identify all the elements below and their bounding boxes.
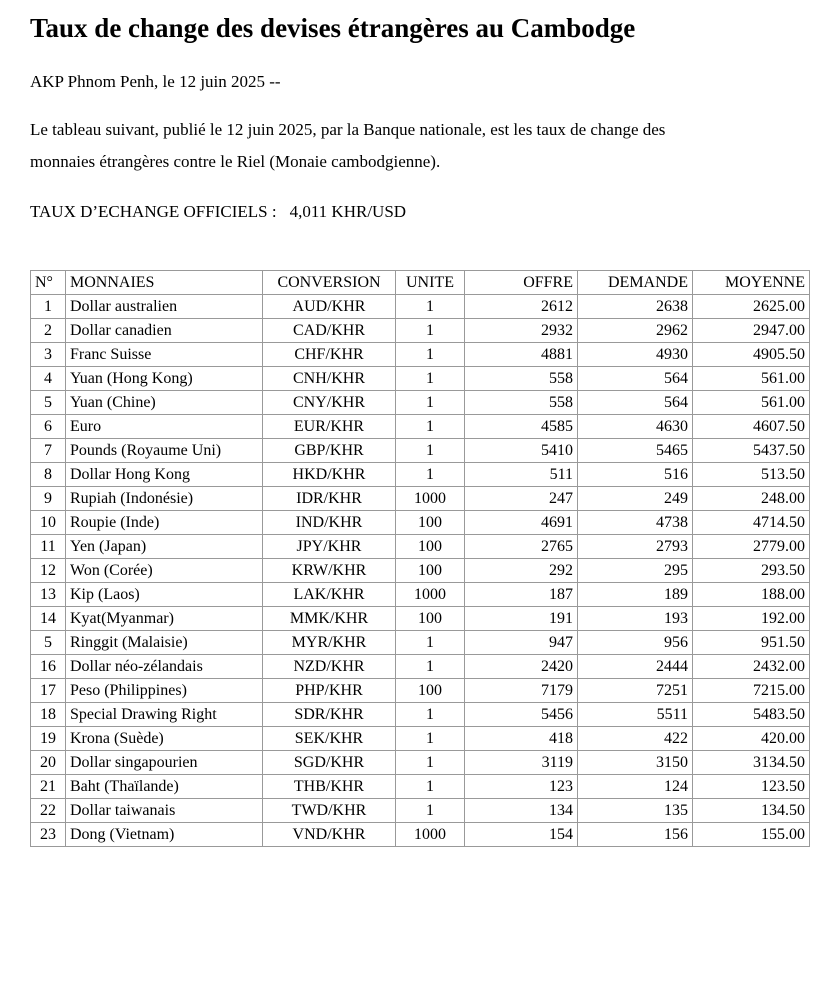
table-cell: 124 [578, 775, 693, 799]
table-cell: 947 [465, 631, 578, 655]
table-row [31, 727, 810, 751]
table-cell: GBP/KHR [263, 439, 396, 463]
table-cell: 123.50 [693, 775, 810, 799]
table-cell: 4 [31, 367, 66, 391]
table-cell: 6 [31, 415, 66, 439]
table-row [31, 823, 810, 847]
table-cell: 2612 [465, 295, 578, 319]
table-cell: 951.50 [693, 631, 810, 655]
table-cell: 20 [31, 751, 66, 775]
table-cell: IND/KHR [263, 511, 396, 535]
column-header: UNITE [396, 271, 465, 295]
table-cell: 558 [465, 391, 578, 415]
table-cell: SEK/KHR [263, 727, 396, 751]
table-cell: Dollar australien [66, 295, 263, 319]
table-cell: 1 [396, 463, 465, 487]
table-cell: 100 [396, 559, 465, 583]
description-line-1: Le tableau suivant, publié le 12 juin 2025, par la Banque nationale, est les taux de change des [30, 120, 666, 140]
table-cell: 4585 [465, 415, 578, 439]
table-cell: Kyat(Myanmar) [66, 607, 263, 631]
table-cell: 100 [396, 679, 465, 703]
table-cell: Kip (Laos) [66, 583, 263, 607]
table-cell: Dong (Vietnam) [66, 823, 263, 847]
table-cell: 561.00 [693, 367, 810, 391]
table-cell: 2765 [465, 535, 578, 559]
table-cell: 1 [31, 295, 66, 319]
table-cell: 2444 [578, 655, 693, 679]
table-row [31, 703, 810, 727]
table-cell: 7 [31, 439, 66, 463]
table-cell: 1 [396, 439, 465, 463]
table-cell: 7179 [465, 679, 578, 703]
table-cell: 1 [396, 415, 465, 439]
table-cell: Roupie (Inde) [66, 511, 263, 535]
table-cell: 5465 [578, 439, 693, 463]
table-cell: 420.00 [693, 727, 810, 751]
table-row [31, 511, 810, 535]
table-cell: 1 [396, 319, 465, 343]
table-cell: KRW/KHR [263, 559, 396, 583]
table-cell: 19 [31, 727, 66, 751]
table-cell: 3134.50 [693, 751, 810, 775]
table-row [31, 463, 810, 487]
table-cell: CAD/KHR [263, 319, 396, 343]
table-cell: 14 [31, 607, 66, 631]
table-cell: 11 [31, 535, 66, 559]
table-row [31, 535, 810, 559]
table-cell: Dollar néo-zélandais [66, 655, 263, 679]
column-header: CONVERSION [263, 271, 396, 295]
table-cell: CNY/KHR [263, 391, 396, 415]
table-cell: VND/KHR [263, 823, 396, 847]
table-cell: CHF/KHR [263, 343, 396, 367]
table-cell: PHP/KHR [263, 679, 396, 703]
table-row [31, 655, 810, 679]
table-row [31, 775, 810, 799]
table-cell: 248.00 [693, 487, 810, 511]
table-cell: LAK/KHR [263, 583, 396, 607]
table-header [31, 271, 810, 295]
table-cell: Krona (Suède) [66, 727, 263, 751]
table-cell: 13 [31, 583, 66, 607]
table-cell: 9 [31, 487, 66, 511]
table-cell: 18 [31, 703, 66, 727]
table-cell: 3 [31, 343, 66, 367]
column-header: N° [31, 271, 66, 295]
table-row [31, 751, 810, 775]
table-cell: JPY/KHR [263, 535, 396, 559]
table-cell: 2638 [578, 295, 693, 319]
table-cell: 134 [465, 799, 578, 823]
description-line-2: monnaies étrangères contre le Riel (Monaie cambodgienne). [30, 152, 441, 172]
table-cell: 1000 [396, 487, 465, 511]
table-cell: 5410 [465, 439, 578, 463]
table-cell: 189 [578, 583, 693, 607]
table-row [31, 607, 810, 631]
table-cell: 10 [31, 511, 66, 535]
table-cell: 4691 [465, 511, 578, 535]
table-cell: 4930 [578, 343, 693, 367]
table-cell: Dollar Hong Kong [66, 463, 263, 487]
table-cell: Yuan (Chine) [66, 391, 263, 415]
table-cell: 16 [31, 655, 66, 679]
table-cell: 100 [396, 535, 465, 559]
byline: AKP Phnom Penh, le 12 juin 2025 -- [30, 72, 281, 92]
table-cell: 123 [465, 775, 578, 799]
table-cell: 558 [465, 367, 578, 391]
table-cell: 564 [578, 367, 693, 391]
table-cell: EUR/KHR [263, 415, 396, 439]
table-cell: Pounds (Royaume Uni) [66, 439, 263, 463]
table-cell: Ringgit (Malaisie) [66, 631, 263, 655]
table-cell: 292 [465, 559, 578, 583]
table-cell: 3119 [465, 751, 578, 775]
exchange-rate-table [30, 270, 810, 847]
table-row [31, 319, 810, 343]
table-cell: Dollar singapourien [66, 751, 263, 775]
table-cell: 7251 [578, 679, 693, 703]
column-header: MONNAIES [66, 271, 263, 295]
table-cell: 21 [31, 775, 66, 799]
table-cell: 1 [396, 799, 465, 823]
table-cell: MYR/KHR [263, 631, 396, 655]
table-cell: 2779.00 [693, 535, 810, 559]
table-cell: 1000 [396, 823, 465, 847]
table-cell: AUD/KHR [263, 295, 396, 319]
table-cell: 135 [578, 799, 693, 823]
table-cell: 193 [578, 607, 693, 631]
table-cell: 1 [396, 343, 465, 367]
table-cell: NZD/KHR [263, 655, 396, 679]
table-cell: Special Drawing Right [66, 703, 263, 727]
table-row [31, 559, 810, 583]
table-row [31, 439, 810, 463]
table-cell: 187 [465, 583, 578, 607]
official-rate-line [30, 201, 785, 223]
table-cell: 295 [578, 559, 693, 583]
table-cell: 513.50 [693, 463, 810, 487]
table-cell: 5511 [578, 703, 693, 727]
table-cell: 155.00 [693, 823, 810, 847]
table-cell: 4738 [578, 511, 693, 535]
table-row [31, 631, 810, 655]
description-paragraph [30, 114, 790, 178]
table-cell: 2793 [578, 535, 693, 559]
table-cell: 561.00 [693, 391, 810, 415]
table-cell: 418 [465, 727, 578, 751]
table-cell: 1 [396, 727, 465, 751]
table-cell: 191 [465, 607, 578, 631]
table-cell: 2962 [578, 319, 693, 343]
official-rate-value: 4,011 KHR/USD [289, 202, 407, 222]
column-header: DEMANDE [578, 271, 693, 295]
table-cell: Baht (Thaïlande) [66, 775, 263, 799]
table-cell: 249 [578, 487, 693, 511]
table-row [31, 487, 810, 511]
table-cell: 5483.50 [693, 703, 810, 727]
table-row [31, 391, 810, 415]
table-cell: 1 [396, 751, 465, 775]
table-cell: 7215.00 [693, 679, 810, 703]
column-header: MOYENNE [693, 271, 810, 295]
table-cell: 293.50 [693, 559, 810, 583]
table-cell: 1 [396, 367, 465, 391]
table-header-row [31, 271, 810, 295]
table-cell: 2932 [465, 319, 578, 343]
table-cell: 422 [578, 727, 693, 751]
table-cell: Franc Suisse [66, 343, 263, 367]
table-cell: 4905.50 [693, 343, 810, 367]
table-cell: Euro [66, 415, 263, 439]
table-cell: 100 [396, 511, 465, 535]
table-row [31, 343, 810, 367]
table-cell: 4607.50 [693, 415, 810, 439]
table-cell: MMK/KHR [263, 607, 396, 631]
table-cell: 2420 [465, 655, 578, 679]
table-cell: 1 [396, 631, 465, 655]
table-cell: 156 [578, 823, 693, 847]
table-cell: 516 [578, 463, 693, 487]
table-cell: HKD/KHR [263, 463, 396, 487]
table-cell: Peso (Philippines) [66, 679, 263, 703]
table-cell: 4714.50 [693, 511, 810, 535]
table-row [31, 679, 810, 703]
table-cell: 154 [465, 823, 578, 847]
page-title: Taux de change des devises étrangères au Cambodge [30, 13, 636, 43]
table-cell: Dollar taiwanais [66, 799, 263, 823]
table-cell: THB/KHR [263, 775, 396, 799]
official-rate-label: TAUX D’ECHANGE OFFICIELS : [30, 202, 277, 222]
table-cell: TWD/KHR [263, 799, 396, 823]
table-cell: 1 [396, 775, 465, 799]
table-row [31, 583, 810, 607]
table-cell: 8 [31, 463, 66, 487]
table-cell: CNH/KHR [263, 367, 396, 391]
column-header: OFFRE [465, 271, 578, 295]
table-cell: 1 [396, 655, 465, 679]
table-cell: 4630 [578, 415, 693, 439]
table-body [31, 295, 810, 847]
table-cell: 188.00 [693, 583, 810, 607]
table-cell: 100 [396, 607, 465, 631]
table-cell: 3150 [578, 751, 693, 775]
table-cell: 1 [396, 391, 465, 415]
table-cell: 1 [396, 703, 465, 727]
table-cell: 956 [578, 631, 693, 655]
table-cell: SGD/KHR [263, 751, 396, 775]
table-row [31, 415, 810, 439]
table-cell: 2625.00 [693, 295, 810, 319]
table-row [31, 295, 810, 319]
table-cell: 511 [465, 463, 578, 487]
table-cell: 5456 [465, 703, 578, 727]
table-cell: 4881 [465, 343, 578, 367]
table-cell: 564 [578, 391, 693, 415]
table-cell: 17 [31, 679, 66, 703]
table-cell: 23 [31, 823, 66, 847]
table-cell: 1000 [396, 583, 465, 607]
table-cell: 247 [465, 487, 578, 511]
table-cell: Yuan (Hong Kong) [66, 367, 263, 391]
table-cell: 134.50 [693, 799, 810, 823]
table-row [31, 367, 810, 391]
table-cell: SDR/KHR [263, 703, 396, 727]
table-cell: 22 [31, 799, 66, 823]
table-cell: Won (Corée) [66, 559, 263, 583]
table-cell: 12 [31, 559, 66, 583]
table-cell: IDR/KHR [263, 487, 396, 511]
table-cell: 5 [31, 631, 66, 655]
table-cell: Rupiah (Indonésie) [66, 487, 263, 511]
table-cell: Yen (Japan) [66, 535, 263, 559]
table-cell: 2 [31, 319, 66, 343]
table-cell: 5 [31, 391, 66, 415]
table-row [31, 799, 810, 823]
table-cell: 192.00 [693, 607, 810, 631]
table-cell: 2432.00 [693, 655, 810, 679]
table-cell: 2947.00 [693, 319, 810, 343]
table-cell: 5437.50 [693, 439, 810, 463]
table-cell: Dollar canadien [66, 319, 263, 343]
table-cell: 1 [396, 295, 465, 319]
